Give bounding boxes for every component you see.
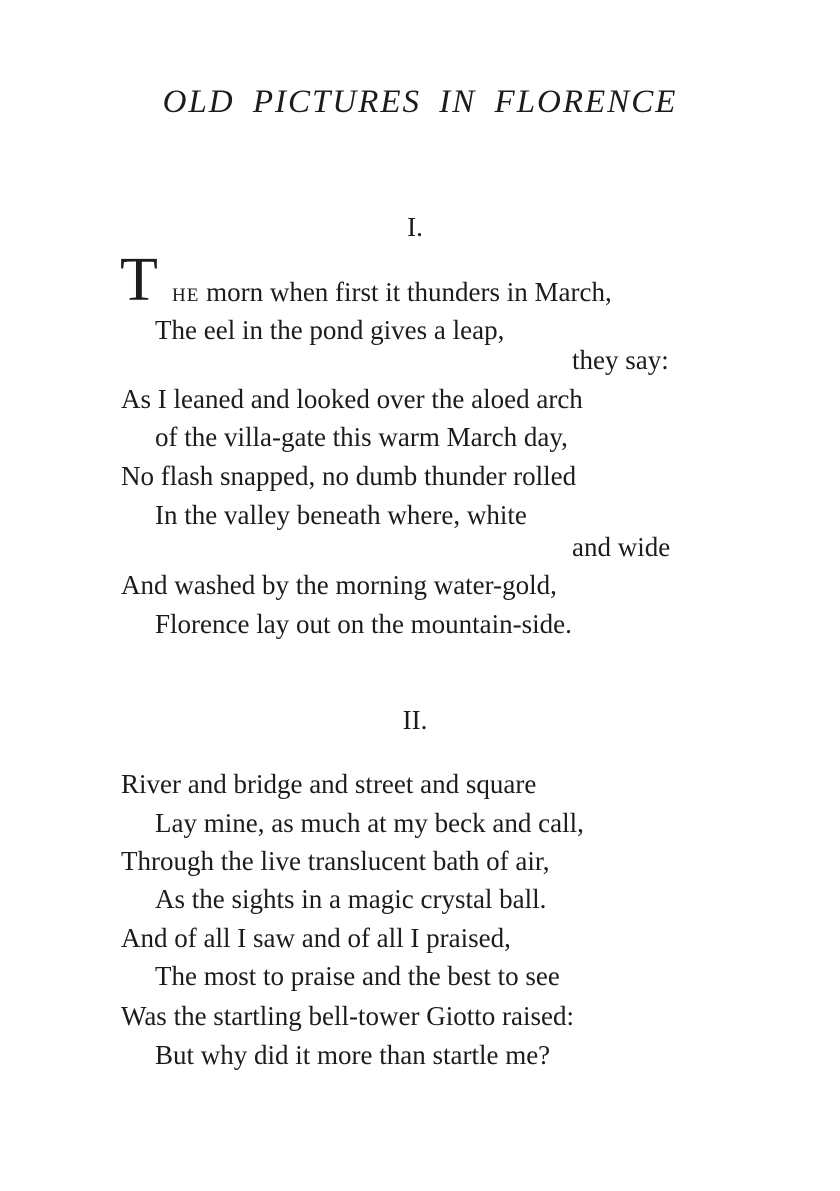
poem-line: The eel in the pond gives a leap,: [155, 315, 505, 345]
poem-line: of the villa-gate this warm March day,: [155, 422, 568, 452]
poem-line: and wide: [572, 532, 671, 562]
stanza-1-first-line: [172, 279, 612, 306]
poem-line: they say:: [572, 345, 669, 375]
poem-line: But why did it more than startle me?: [155, 1040, 551, 1070]
poem-line: And of all I saw and of all I praised,: [121, 923, 511, 953]
poem-line: In the valley beneath where, white: [155, 500, 527, 530]
drop-cap-letter: T: [120, 246, 158, 314]
poem-line: Through the live translucent bath of air,: [121, 846, 550, 876]
stanza-number-2: II.: [402, 705, 428, 735]
poem-line: And washed by the morning water-gold,: [121, 570, 557, 600]
first-line-smallcaps: HE: [172, 285, 200, 306]
poem-line: As I leaned and looked over the aloed arch: [121, 384, 583, 414]
poem-line: Florence lay out on the mountain-side.: [155, 609, 572, 639]
poem-title: OLD PICTURES IN FLORENCE: [162, 84, 678, 120]
poem-line: Was the startling bell-tower Giotto raised:: [121, 1001, 574, 1031]
poem-line: No flash snapped, no dumb thunder rolled: [121, 461, 577, 491]
poem-line: As the sights in a magic crystal ball.: [155, 884, 547, 914]
poem-line: Lay mine, as much at my beck and call,: [155, 808, 584, 838]
poem-line: The most to praise and the best to see: [155, 961, 560, 991]
poem-line: River and bridge and street and square: [121, 769, 537, 799]
stanza-number-1: I.: [407, 212, 423, 242]
first-line-rest: morn when first it thunders in March,: [199, 277, 612, 307]
